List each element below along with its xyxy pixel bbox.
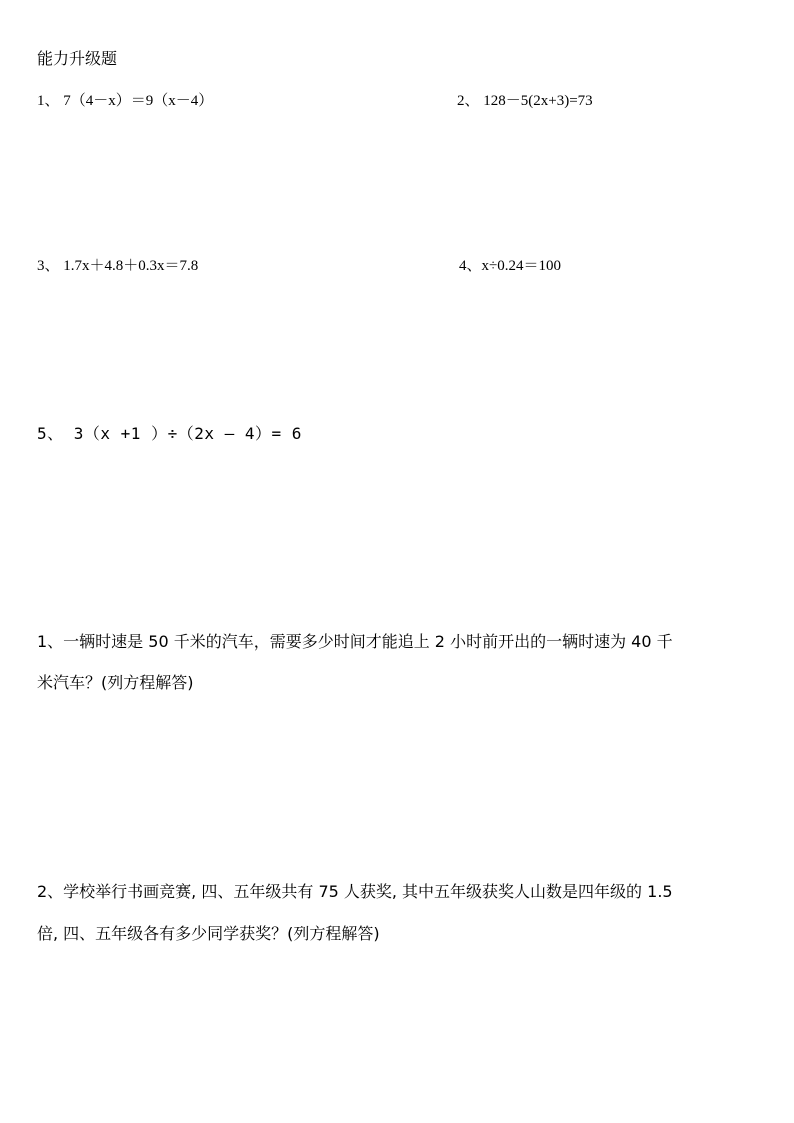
equation-1: 1、 7（4－x）＝9（x－4）: [37, 93, 214, 109]
equation-3: 3、 1.7x＋4.8＋0.3x＝7.8: [37, 258, 199, 274]
word-problem-2-line-1: 2、学校举行书画竞赛, 四、五年级共有 75 人获奖, 其中五年级获奖人山数是四年级的 1.5: [37, 882, 673, 901]
equation-5: 5、 3（x +1 ）÷（2x – 4）= 6: [37, 424, 302, 443]
word-problem-1-line-1: 1、一辆时速是 50 千米的汽车，需要多少时间才能追上 2 小时前开出的一辆时速为 40 千: [37, 632, 673, 651]
word-problem-2-line-2: 倍, 四、五年级各有多少同学获奖？(列方程解答): [37, 924, 380, 943]
section-title: 能力升级题: [37, 49, 118, 68]
word-problem-1-line-2: 米汽车？(列方程解答): [37, 673, 194, 692]
equation-4: 4、x÷0.24＝100: [459, 258, 561, 274]
equation-2: 2、 128－5(2x+3)=73: [457, 93, 593, 109]
